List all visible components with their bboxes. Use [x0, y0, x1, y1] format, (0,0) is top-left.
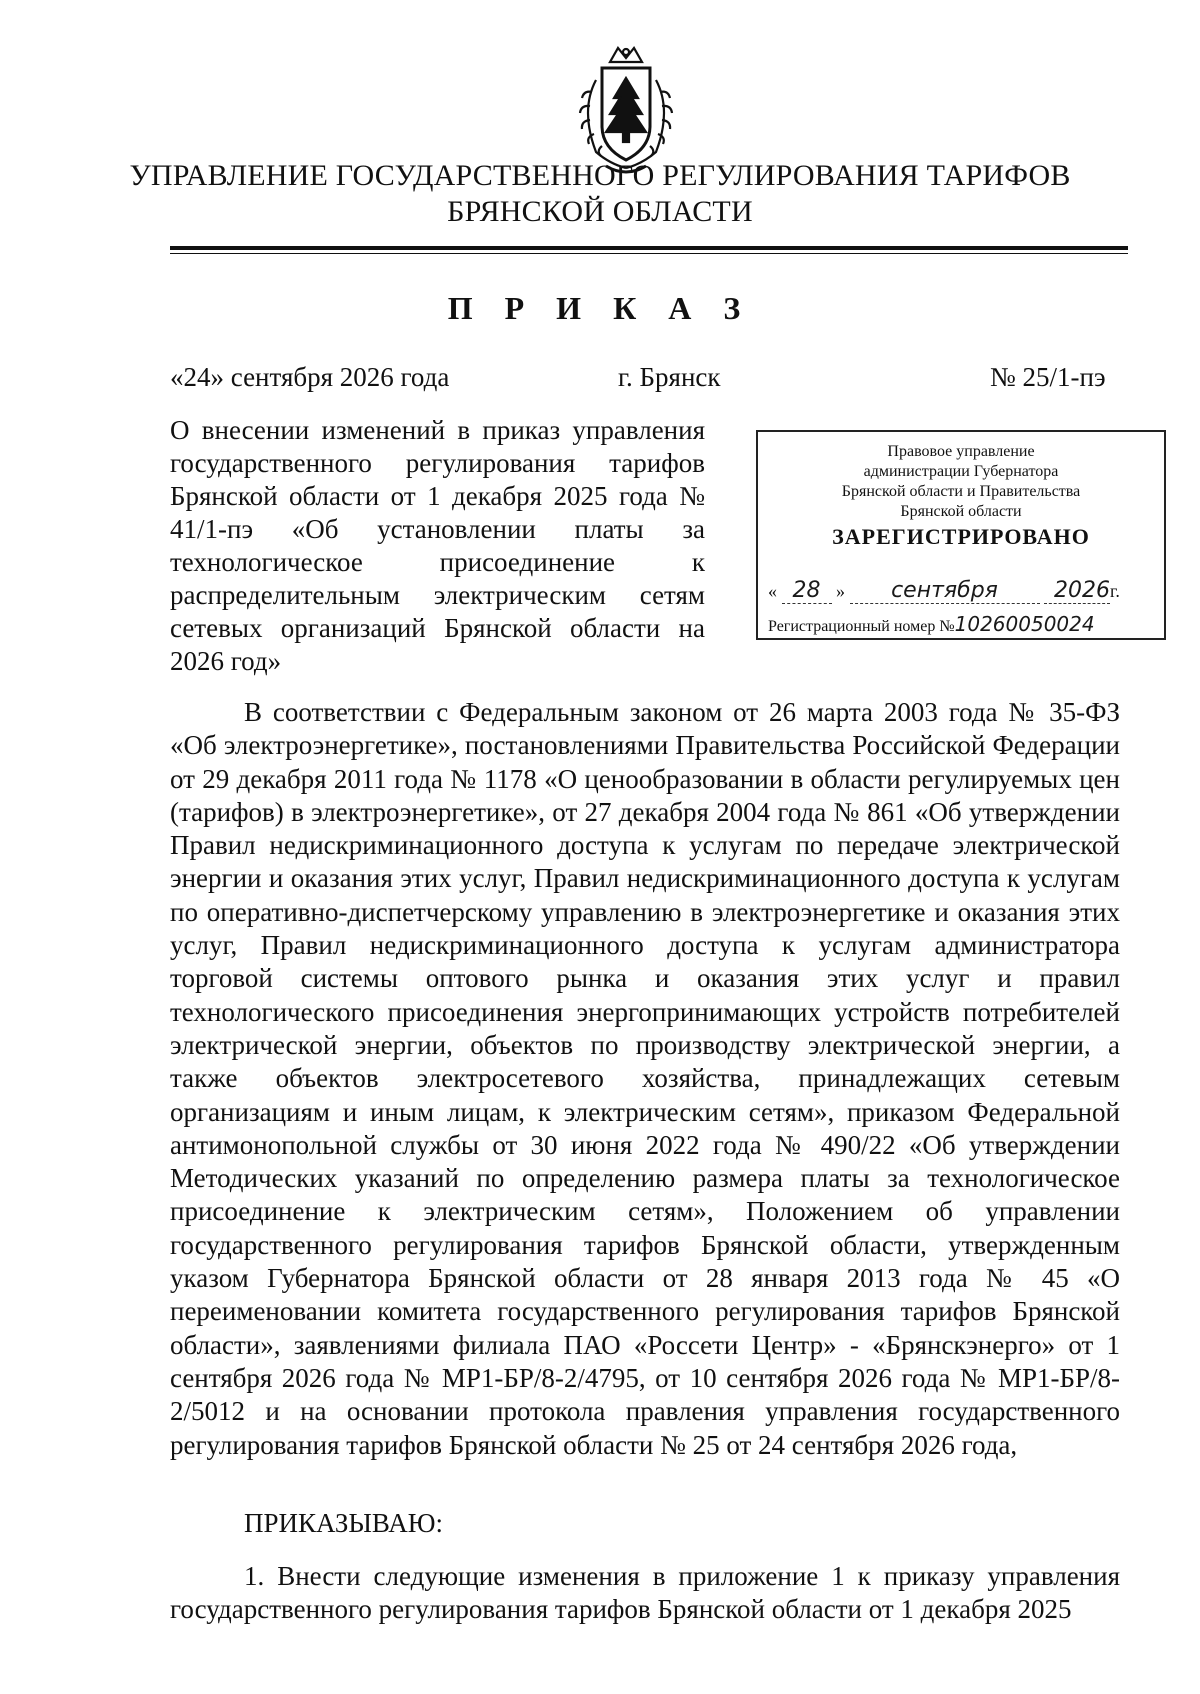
stamp-org-line2: администрации Губернатора [863, 463, 1059, 480]
order-word: ПРИКАЗЫВАЮ: [244, 1508, 443, 1538]
stamp-registration-number [768, 612, 1162, 636]
stamp-status: ЗАРЕГИСТРИРОВАНО [832, 524, 1090, 549]
document-date: «24» сентября 2026 года [170, 362, 450, 392]
registration-stamp [756, 430, 1166, 640]
stamp-quote-open: « [768, 581, 777, 601]
document-place: г. Брянск [618, 362, 721, 392]
stamp-date [768, 578, 1158, 604]
stamp-org-line1: Правовое управление [887, 443, 1035, 460]
preamble-paragraph: В соответствии с Федеральным законом от 26 марта 2003 года № 35-ФЗ «Об электроэнергетике», постановлениями Правительства Российской Федерации от 29 декабря 2011 года № 1178 «О ценообразовании в области регулируемых цен (тарифов) в электроэнергетике», от 27 декабря 2004 года № 861 «Об утверждении Правил недискриминационного доступа к услугам по передаче электрической энергии и оказания этих услуг, Правил недискриминационного доступа к услугам по оперативно-диспетчерскому управлению в электроэнергетике и оказания этих услуг, Правил недискриминационного доступа к услугам администратора торговой системы оптового рынка и оказания этих услуг и правил технологического присоединения энергопринимающих устройств потребителей электрической энергии, объектов по производству электрической энергии, а также объектов электросетевого хозяйства, принадлежащих сетевым организациям и иным лицам, к электрическим сетям», приказом Федеральной антимонопольной службы от 30 июня 2022 года № 490/22 «Об утверждении Методических указаний по определению размера платы за технологическое присоединение к электрическим сетям», Положением об управлении государственного регулирования тарифов Брянской области, утвержденным указом Губернатора Брянской области от 28 января 2013 года № 45 «О переименовании комитета государственного регулирования тарифов Брянской области», заявлениями филиала ПАО «Россети Центр» - «Брянскэнерго» от 1 сентября 2026 года № МР1-БР/8-2/4795, от 10 сентября 2026 года № МР1-БР/8-2/5012 и на основании протокола правления управления государственного регулирования тарифов Брянской области № 25 от 24 сентября 2026 года, [170, 697, 1120, 1460]
order-item-1 [170, 1560, 1120, 1627]
stamp-org-line3: Брянской области и Правительства [841, 483, 1081, 500]
stamp-year-suffix: г. [1110, 581, 1120, 601]
order-item-1-text: 1. Внести следующие изменения в приложение 1 к приказу управления государственного регулирования тарифов Брянской области от 1 декабря 2025 [170, 1561, 1120, 1625]
document-subject: О внесении изменений в приказ управления государственного регулирования тарифов Брянской области от 1 декабря 2025 года № 41/1-пэ «Об установлении платы за технологическое присоединение к распределительным электрическим сетям сетевых организаций Брянской области на 2026 год» [170, 415, 705, 676]
document-number: № 25/1-пэ [990, 362, 1106, 392]
stamp-year: 2026 [1044, 578, 1110, 604]
preamble [170, 696, 1120, 1462]
stamp-number-label: Регистрационный номер № [768, 618, 955, 635]
stamp-month: сентября [850, 578, 1040, 604]
stamp-org-line4: Брянской области [900, 503, 1022, 520]
document-title: П Р И К А З [447, 290, 753, 326]
authority-name-line2: БРЯНСКОЙ ОБЛАСТИ [447, 195, 753, 228]
stamp-quote-close: » [836, 581, 845, 601]
authority-name-line1: УПРАВЛЕНИЕ ГОСУДАРСТВЕННОГО РЕГУЛИРОВАНИЯ ТАРИФОВ [129, 159, 1071, 192]
stamp-day: 28 [782, 578, 832, 604]
header-divider-thick [170, 246, 1128, 250]
stamp-number-value: 10260050024 [954, 612, 1095, 636]
header-divider-thin [170, 253, 1128, 254]
